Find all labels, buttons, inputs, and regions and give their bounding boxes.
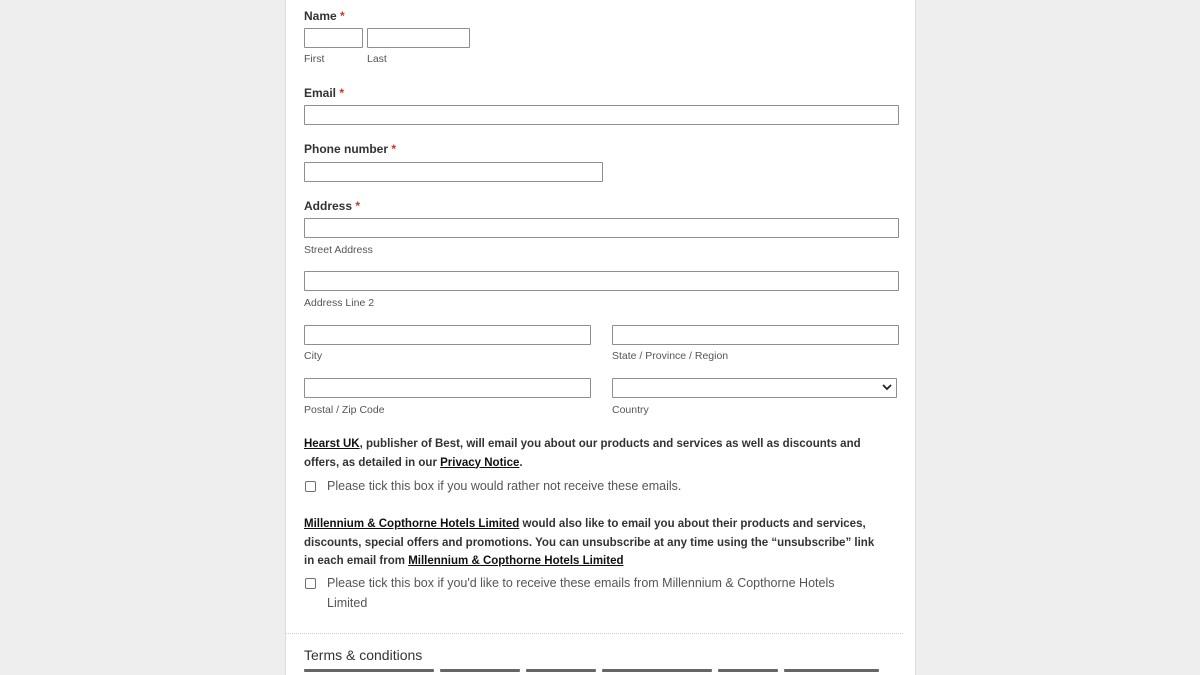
terms-text-fragment [602,669,712,672]
terms-text-fragment [440,669,520,672]
address-label-text: Address [304,199,353,213]
terms-title: Terms & conditions [304,647,423,663]
phone-label-text: Phone number [304,142,389,156]
hearst-consent-end: . [519,456,523,469]
street-address-sublabel: Street Address [304,244,373,256]
required-marker: * [391,142,397,156]
form-page [285,0,916,675]
street-address-input[interactable] [304,218,899,238]
terms-text-fragment [526,669,596,672]
city-sublabel: City [304,350,323,362]
last-name-sublabel: Last [367,53,387,65]
millennium-consent-text [304,515,882,571]
city-input[interactable] [304,325,591,345]
email-label-text: Email [304,86,337,100]
first-name-input[interactable] [304,28,363,48]
country-select[interactable] [612,378,897,398]
postal-code-sublabel: Postal / Zip Code [304,404,385,416]
terms-text-fragment [304,669,434,672]
hearst-consent-body: , publisher of Best, will email you about our products and services as well as discounts and offers, as detailed in our [304,438,861,469]
email-label [304,86,344,100]
millennium-consent-body: would also like to email you about their products and services, discounts, special offers and promotions. You can unsubscribe at any time using the “unsubscribe” link in each email from [304,518,875,567]
hearst-uk-link[interactable]: Hearst UK [304,438,360,450]
divider [286,633,903,634]
millennium-optin-checkbox[interactable] [305,578,316,589]
millennium-link-2[interactable]: Millennium & Copthorne Hotels Limited [408,555,624,567]
postal-code-input[interactable] [304,378,591,398]
required-marker: * [339,86,345,100]
state-sublabel: State / Province / Region [612,350,729,362]
name-label [304,9,345,23]
terms-body-cutoff [304,669,884,675]
country-sublabel: Country [612,404,649,416]
hearst-consent-text [304,435,894,472]
address-label [304,199,360,213]
privacy-notice-link[interactable]: Privacy Notice [440,456,520,469]
terms-text-fragment [718,669,778,672]
email-input[interactable] [304,105,899,125]
first-name-sublabel: First [304,53,325,65]
hearst-optout-label: Please tick this box if you would rather not receive these emails. [327,479,682,493]
last-name-input[interactable] [367,28,470,48]
millennium-link[interactable]: Millennium & Copthorne Hotels Limited [304,518,520,530]
required-marker: * [355,199,361,213]
millennium-optin-label: Please tick this box if you'd like to receive these emails from Millennium & Copthorne Hotels Limited [327,576,835,610]
state-input[interactable] [612,325,899,345]
required-marker: * [340,9,345,23]
address-line2-input[interactable] [304,271,899,291]
name-label-text: Name [304,9,337,23]
phone-input[interactable] [304,162,603,182]
address-line2-sublabel: Address Line 2 [304,297,375,309]
terms-text-fragment [784,669,879,672]
hearst-optout-checkbox[interactable] [305,481,316,492]
chevron-down-icon [881,381,893,393]
phone-label [304,142,396,156]
